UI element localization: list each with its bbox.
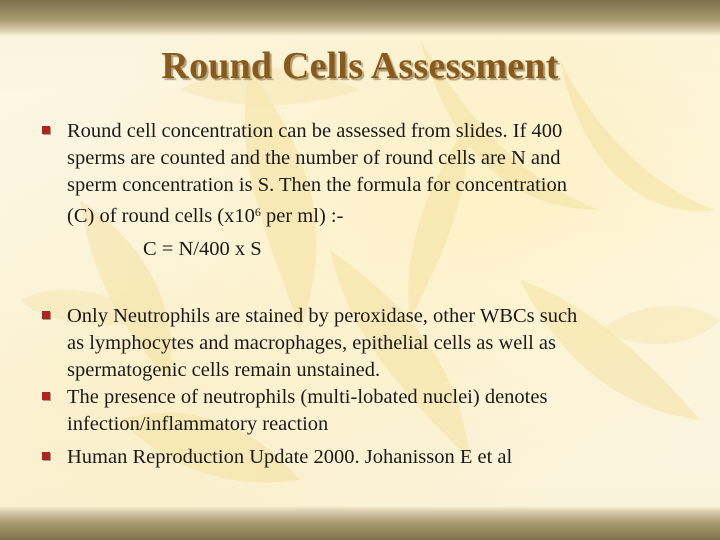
- bullet-line: Only Neutrophils are stained by peroxidase, other WBCs such: [67, 305, 578, 327]
- superscript-exponent: 6: [254, 205, 261, 219]
- bullet-round-cell-concentration: [40, 118, 680, 230]
- bullet-line: Human Reproduction Update 2000. Johanisson E et al: [67, 446, 513, 468]
- slide-content: [40, 118, 680, 471]
- slide-title: Round Cells Assessment: [161, 45, 559, 87]
- square-bullet-icon: [42, 392, 50, 400]
- bullet-reference: [40, 444, 680, 471]
- bullet-line: sperm concentration is S. Then the formula for concentration: [67, 174, 568, 196]
- bullet-line: The presence of neutrophils (multi-lobated nuclei) denotes: [67, 386, 548, 408]
- bullet-line: sperms are counted and the number of round cells are N and: [67, 147, 561, 169]
- bullet-line: as lymphocytes and macrophages, epithelial cells as well as: [67, 332, 556, 354]
- bullet-line: spermatogenic cells remain unstained.: [67, 359, 381, 381]
- bullet-neutrophils-stained: [40, 303, 680, 384]
- bullet-line: Round cell concentration can be assessed from slides. If 400: [67, 120, 563, 142]
- bullet-line: [67, 199, 680, 230]
- bottom-frame-bar: [0, 506, 720, 540]
- bullet-line: infection/inflammatory reaction: [67, 413, 329, 435]
- bullet-neutrophils-presence: [40, 384, 680, 438]
- bullet-text: (C) of round cells (x10: [67, 205, 255, 227]
- top-frame-bar: [0, 0, 720, 36]
- concentration-formula: C = N/400 x S: [143, 238, 262, 260]
- square-bullet-icon: [42, 452, 50, 460]
- bullet-text: per ml) :-: [260, 205, 344, 227]
- square-bullet-icon: [42, 311, 50, 319]
- square-bullet-icon: [42, 126, 50, 134]
